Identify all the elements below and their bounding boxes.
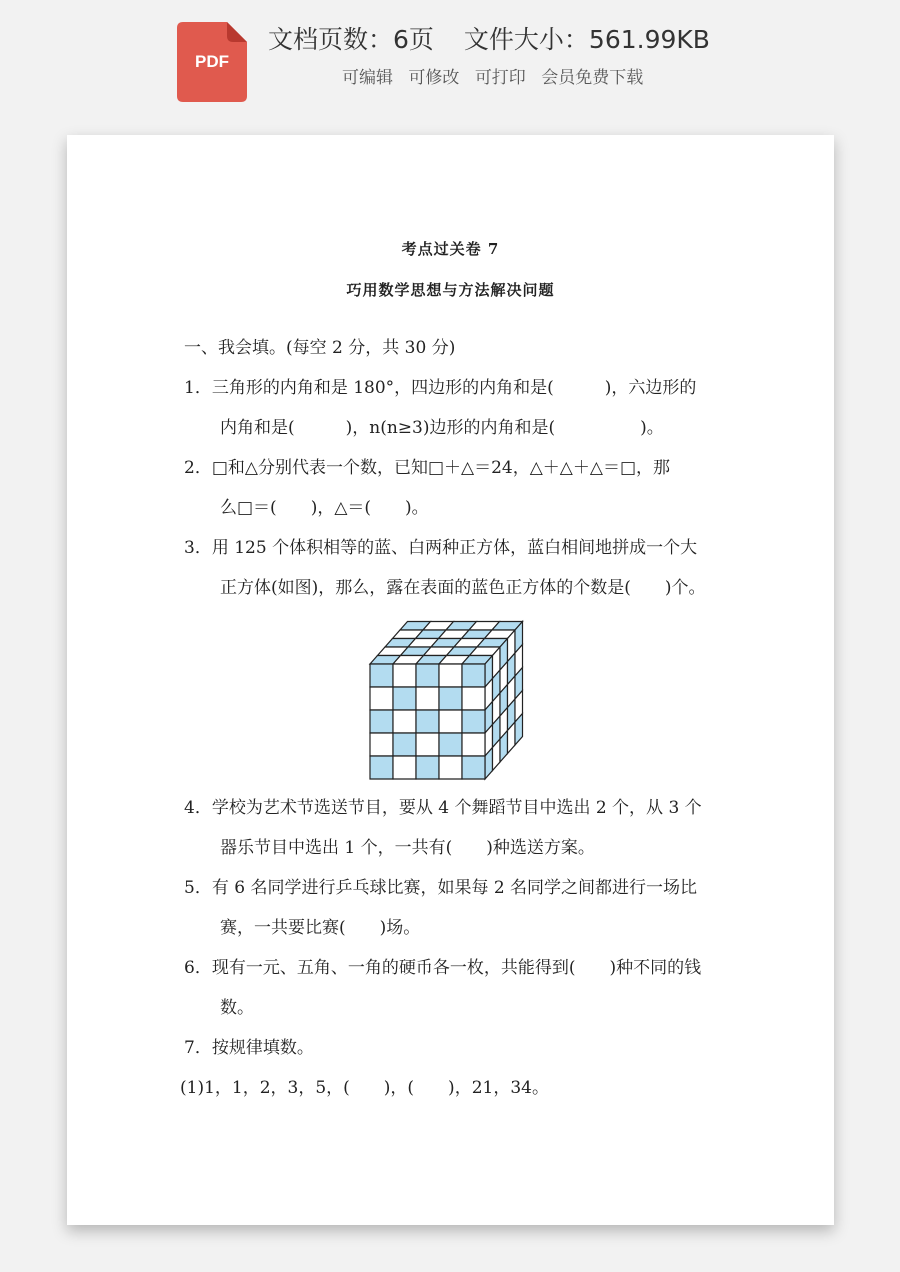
file-size: 文件大小：561.99KB bbox=[463, 25, 710, 54]
feature-editable: 可编辑 bbox=[342, 68, 393, 88]
question-3-line-2: 正方体(如图)，那么，露在表面的蓝色正方体的个数是( )个。 bbox=[220, 578, 706, 598]
cube-front-cell bbox=[393, 687, 416, 710]
question-3-line-1: 3．用 125 个体积相等的蓝、白两种正方体，蓝白相间地拼成一个大 bbox=[184, 538, 698, 558]
question-2-line-2: 么□＝( )，△＝( )。 bbox=[220, 498, 429, 518]
cube-front-cell bbox=[439, 756, 462, 779]
section-heading: 一、我会填。(每空 2 分，共 30 分) bbox=[184, 338, 456, 358]
checkered-cube-figure bbox=[367, 617, 532, 782]
cube-front-cell bbox=[416, 687, 439, 710]
cube-front-cell bbox=[439, 733, 462, 756]
question-6-line-2: 数。 bbox=[220, 998, 254, 1018]
cube-front-cell bbox=[416, 710, 439, 733]
question-4-line-1: 4．学校为艺术节选送节目，要从 4 个舞蹈节目中选出 2 个，从 3 个 bbox=[184, 798, 702, 818]
feature-list bbox=[342, 66, 653, 90]
cube-front-cell bbox=[370, 733, 393, 756]
page-count: 文档页数：6页 bbox=[268, 25, 434, 54]
file-info bbox=[268, 22, 740, 58]
question-5-line-1: 5．有 6 名同学进行乒乓球比赛，如果每 2 名同学之间都进行一场比 bbox=[184, 878, 698, 898]
question-7-part-1: (1)1，1，2，3，5，( )，( )，21，34。 bbox=[180, 1078, 549, 1098]
cube-front-cell bbox=[462, 687, 485, 710]
question-5-line-2: 赛，一共要比赛( )场。 bbox=[220, 918, 421, 938]
question-7-heading: 7．按规律填数。 bbox=[184, 1038, 314, 1058]
feature-modifiable: 可修改 bbox=[408, 68, 460, 88]
cube-front-cell bbox=[370, 710, 393, 733]
document-subtitle: 巧用数学思想与方法解决问题 bbox=[346, 281, 555, 299]
cube-front-cell bbox=[416, 733, 439, 756]
cube-front-cell bbox=[393, 733, 416, 756]
cube-front-cell bbox=[439, 664, 462, 687]
feature-printable: 可打印 bbox=[474, 68, 526, 88]
download-header bbox=[0, 0, 900, 120]
cube-front-cell bbox=[370, 664, 393, 687]
document-page bbox=[67, 135, 834, 1225]
cube-front-cell bbox=[393, 664, 416, 687]
cube-front-cell bbox=[439, 687, 462, 710]
cube-front-cell bbox=[393, 710, 416, 733]
cube-front-cell bbox=[462, 710, 485, 733]
cube-front-cell bbox=[462, 733, 485, 756]
pdf-badge-label: PDF bbox=[195, 52, 229, 71]
question-6-line-1: 6．现有一元、五角、一角的硬币各一枚，共能得到( )种不同的钱 bbox=[184, 958, 702, 978]
cube-front-cell bbox=[416, 756, 439, 779]
question-2-line-1: 2．□和△分别代表一个数，已知□＋△＝24，△＋△＋△＝□，那 bbox=[184, 458, 671, 478]
pdf-file-icon bbox=[177, 22, 247, 102]
cube-front-cell bbox=[462, 756, 485, 779]
cube-front-cell bbox=[462, 664, 485, 687]
cube-front-cell bbox=[370, 756, 393, 779]
question-1-line-2: 内角和是( )，n(n≥3)边形的内角和是( )。 bbox=[220, 418, 664, 438]
question-1-line-1: 1．三角形的内角和是 180°，四边形的内角和是( )，六边形的 bbox=[184, 378, 697, 398]
question-4-line-2: 器乐节目中选出 1 个，一共有( )种选送方案。 bbox=[220, 838, 595, 858]
document-title: 考点过关卷 7 bbox=[401, 240, 500, 258]
cube-front-cell bbox=[439, 710, 462, 733]
cube-front-cell bbox=[393, 756, 416, 779]
cube-front-cell bbox=[416, 664, 439, 687]
cube-front-cell bbox=[370, 687, 393, 710]
feature-member-download: 会员免费下载 bbox=[541, 68, 644, 88]
